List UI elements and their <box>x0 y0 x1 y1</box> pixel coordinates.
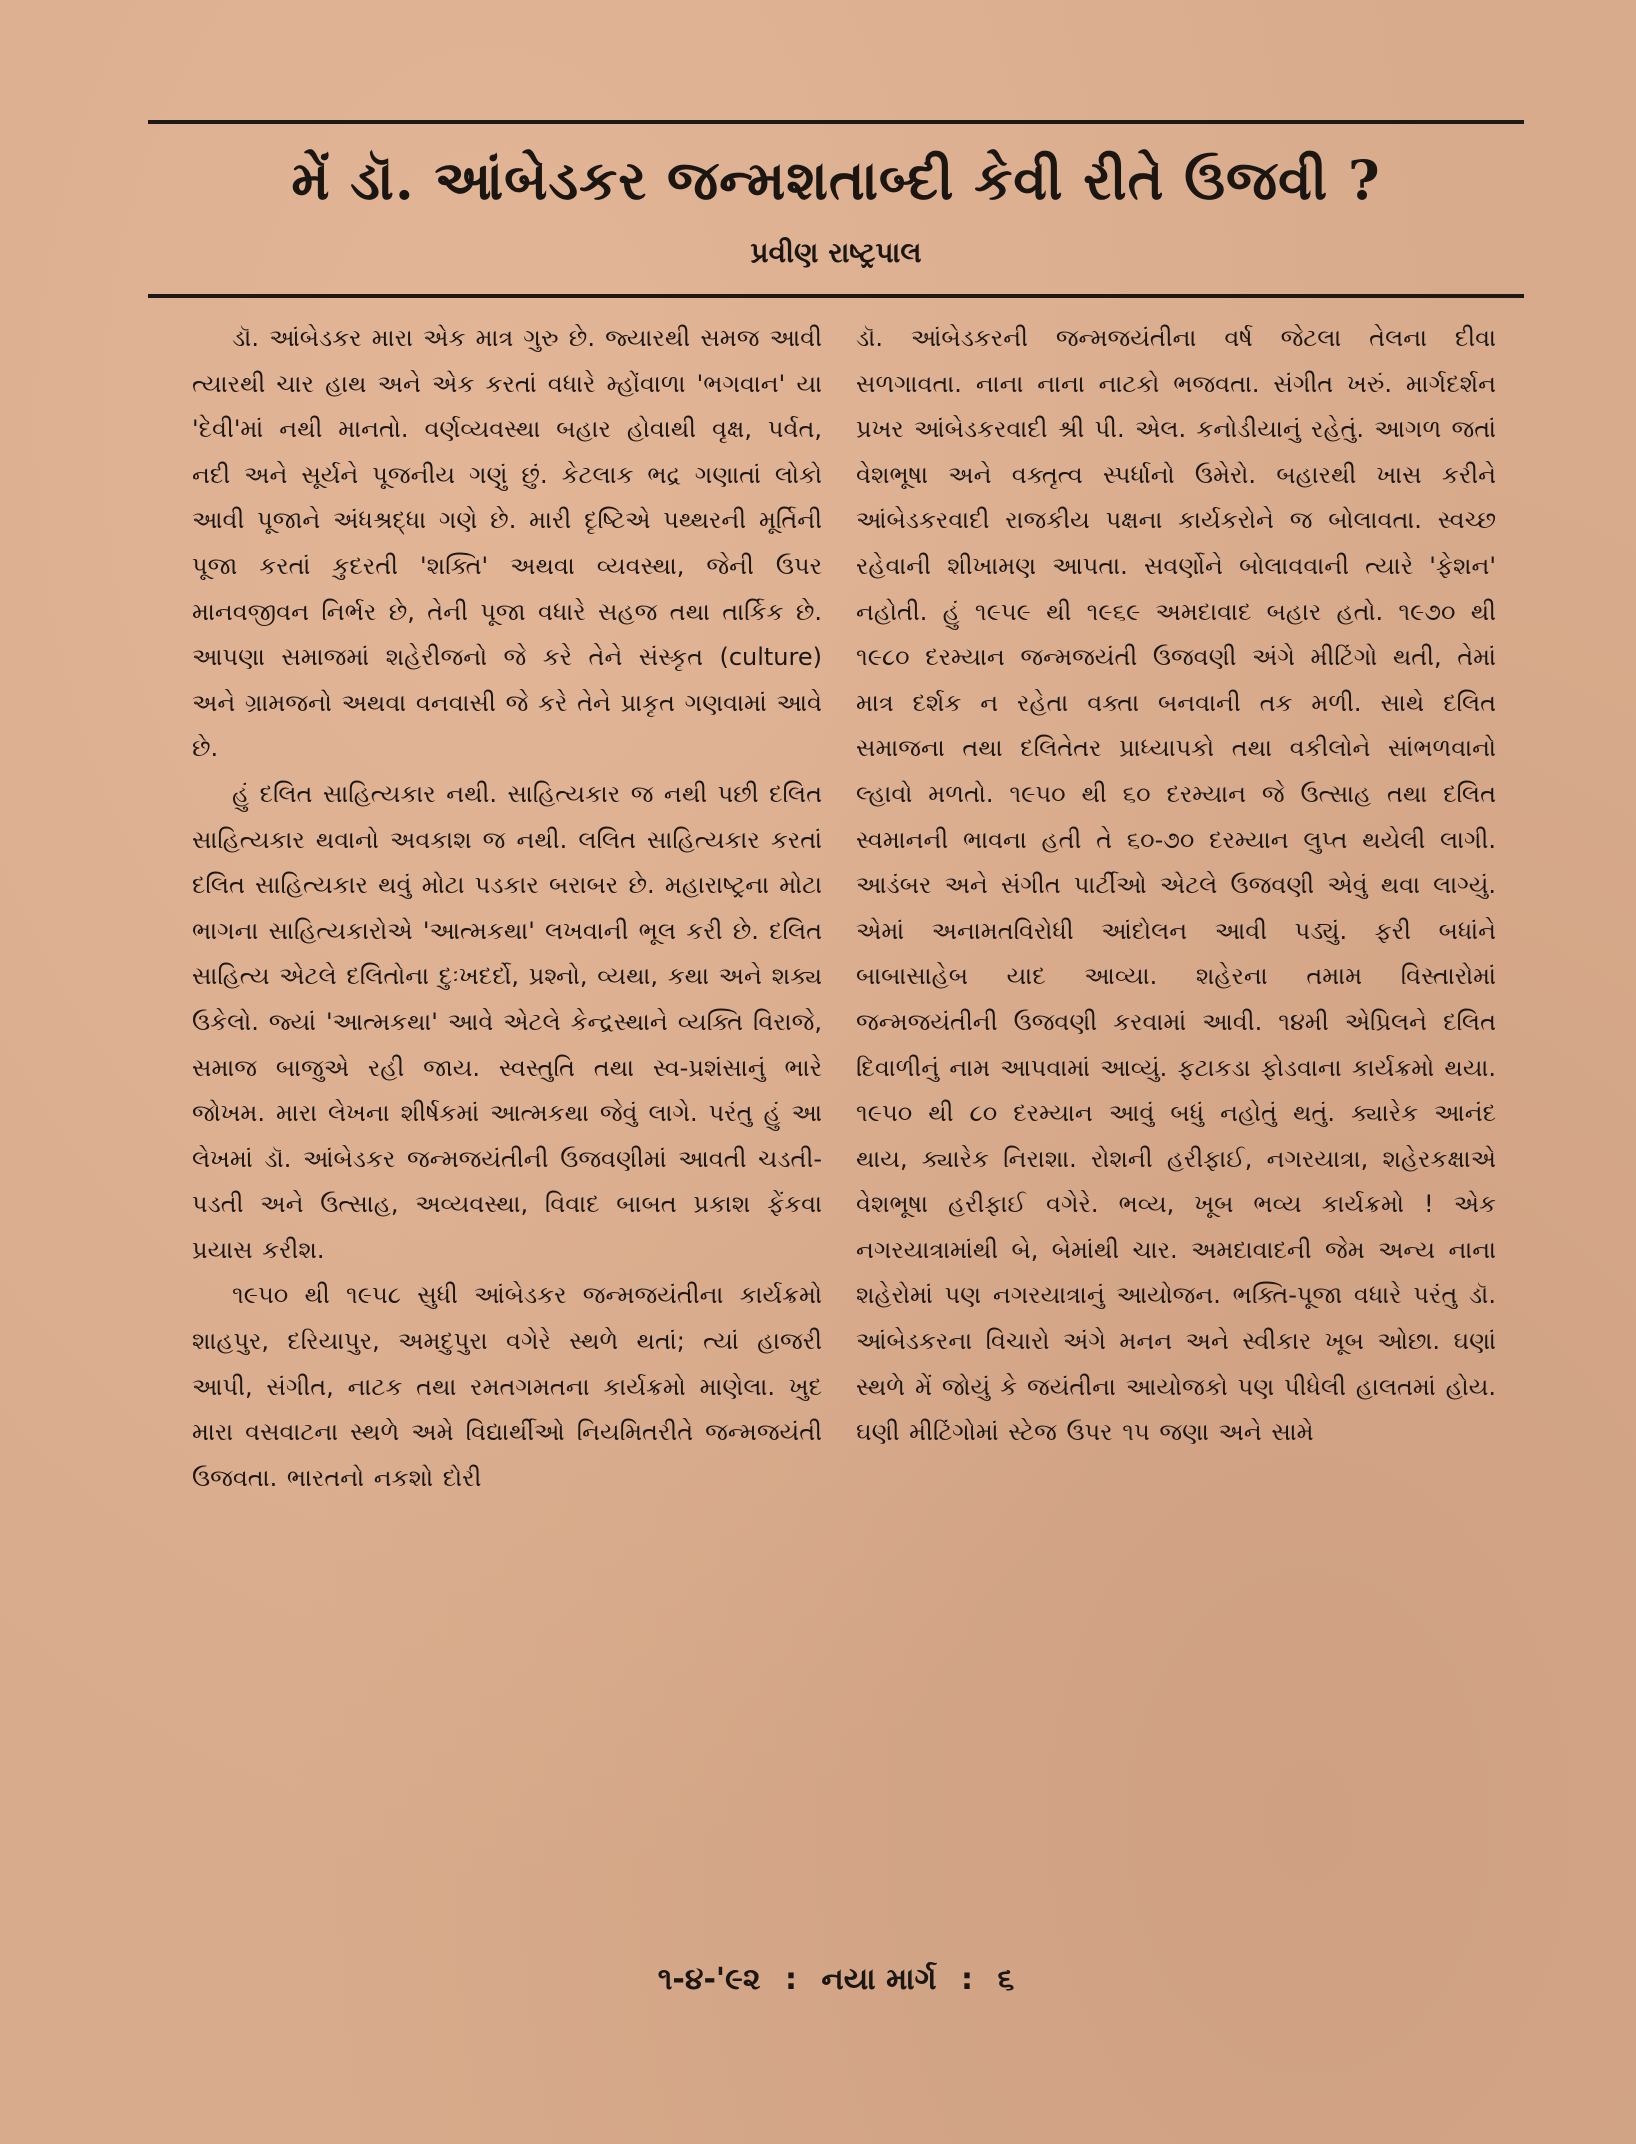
page-number: ૬ <box>997 1962 1015 1997</box>
paragraph: ડૉ. આંબેડકરની જન્મજયંતીના વર્ષ જેટલા તેલના દીવા સળગાવતા. નાના નાના નાટકો ભજવતા. સંગીત ખરું. માર્ગદર્શન પ્રખર આંબેડકરવાદી શ્રી પી. એલ. કનોડીયાનું રહેતું. આગળ જતાં વેશભૂષા અને વક્તૃત્વ સ્પર્ધાનો ઉમેરો. બહારથી ખાસ કરીને આંબેડકરવાદી રાજકીય પક્ષના કાર્યકરોને જ બોલાવતા. સ્વચ્છ રહેવાની શીખામણ આપતા. સવર્ણોને બોલાવવાની ત્યારે 'ફેશન' નહોતી. હું ૧૯૫૯ થી ૧૯૬૯ અમદાવાદ બહાર હતો. ૧૯૭૦ થી ૧૯૮૦ દરમ્યાન જન્મજયંતી ઉજવણી અંગે મીટિંગો થતી, તેમાં માત્ર દર્શક ન રહેતા વક્તા બનવાની તક મળી. સાથે દલિત સમાજના તથા દલિતેતર પ્રાધ્યાપકો તથા વકીલોને સાંભળવાનો લ્હાવો મળતો. ૧૯૫૦ થી ૬૦ દરમ્યાન જે ઉત્સાહ તથા દલિત સ્વમાનની ભાવના હતી તે ૬૦-૭૦ દરમ્યાન લુપ્ત થયેલી લાગી. આડંબર અને સંગીત પાર્ટીઓ એટલે ઉજવણી એવું થવા લાગ્યું. એમાં અનામતવિરોધી આંદોલન આવી પડ્યું. ફરી બધાંને બાબાસાહેબ યાદ આવ્યા. શહેરના તમામ વિસ્તારોમાં જન્મજયંતીની ઉજવણી કરવામાં આવી. ૧૪મી એપ્રિલને દલિત દિવાળીનું નામ આપવામાં આવ્યું. ફટાકડા ફોડવાના કાર્યક્રમો થયા. ૧૯૫૦ થી ૮૦ દરમ્યાન આવું બધું નહોતું થતું. ક્યારેક આનંદ થાય, ક્યારેક નિરાશા. રોશની હરીફાઈ, નગરયાત્રા, શહેરકક્ષાએ વેશભૂષા હરીફાઈ વગેરે. ભવ્ય, ખૂબ ભવ્ય કાર્યક્રમો ! એક નગરયાત્રામાંથી બે, બેમાંથી ચાર. અમદાવાદની જેમ અન્ય નાના શહેરોમાં પણ નગરયાત્રાનું આયોજન. ભક્તિ-પૂજા વધારે પરંતુ ડૉ. આંબેડકરના વિચારો અંગે મનન અને સ્વીકાર ખૂબ ઓછા. ઘણાં સ્થળે મેં જોયું કે જયંતીના આયોજકો પણ પીધેલી હાલતમાં હોય. ઘણી મીટિંગોમાં સ્ટેજ ઉપર ૧૫ જણા અને સામે <box>856 324 1496 1447</box>
paragraph: ૧૯૫૦ થી ૧૯૫૮ સુધી આંબેડકર જન્મજયંતીના કાર્યક્રમો શાહપુર, દરિયાપુર, અમદુપુરા વગેરે સ્થળે થતાં; ત્યાં હાજરી આપી, સંગીત, નાટક તથા રમતગમતના કાર્યક્રમો માણેલા. ખુદ મારા વસવાટના સ્થળે અમે વિદ્યાર્થીઓ નિયમિતરીતે જન્મજયંતી ઉજવતા. ભારતનો નકશો દોરી <box>192 1281 822 1492</box>
header-bottom-rule <box>148 294 1524 298</box>
right-column <box>856 316 1496 1936</box>
footer-date: ૧-૪-'૯૨ <box>657 1962 761 1997</box>
left-column <box>192 316 822 1936</box>
footer-separator: : <box>961 1962 973 1997</box>
article-author: પ્રવીણ રાષ્ટ્રપાલ <box>750 236 922 269</box>
footer-publication: નયા માર્ગ <box>821 1962 937 1997</box>
top-rule <box>148 120 1524 124</box>
footer-separator: : <box>784 1962 797 1997</box>
page-footer <box>148 1954 1524 2006</box>
paragraph: હું દલિત સાહિત્યકાર નથી. સાહિત્યકાર જ નથી પછી દલિત સાહિત્યકાર થવાનો અવકાશ જ નથી. લલિત સાહિત્યકાર કરતાં દલિત સાહિત્યકાર થવું મોટા પડકાર બરાબર છે. મહારાષ્ટ્રના મોટા ભાગના સાહિત્યકારોએ 'આત્મકથા' લખવાની ભૂલ કરી છે. દલિત સાહિત્ય એટલે દલિતોના દુઃખદર્દો, પ્રશ્નો, વ્યથા, કથા અને શક્ય ઉકેલો. જ્યાં 'આત્મકથા' આવે એટલે કેન્દ્રસ્થાને વ્યક્તિ વિરાજે, સમાજ બાજુએ રહી જાય. સ્વસ્તુતિ તથા સ્વ-પ્રશંસાનું ભારે જોખમ. મારા લેખના શીર્ષકમાં આત્મકથા જેવું લાગે. પરંતુ હું આ લેખમાં ડૉ. આંબેડકર જન્મજયંતીની ઉજવણીમાં આવતી ચડતી-પડતી અને ઉત્સાહ, અવ્યવસ્થા, વિવાદ બાબત પ્રકાશ ફેંકવા પ્રયાસ કરીશ. <box>192 779 822 1264</box>
paragraph: ડૉ. આંબેડકર મારા એક માત્ર ગુરુ છે. જ્યારથી સમજ આવી ત્યારથી ચાર હાથ અને એક કરતાં વધારે મ્હોંવાળા 'ભગવાન' યા 'દેવી'માં નથી માનતો. વર્ણવ્યવસ્થા બહાર હોવાથી વૃક્ષ, પર્વત, નદી અને સૂર્યને પૂજનીય ગણું છું. કેટલાક ભદ્ર ગણાતાં લોકો આવી પૂજાને અંધશ્રદ્ધા ગણે છે. મારી દૃષ્ટિએ પથ્થરની મૂર્તિની પૂજા કરતાં કુદરતી 'શક્તિ' અથવા વ્યવસ્થા, જેની ઉપર માનવજીવન નિર્ભર છે, તેની પૂજા વધારે સહજ તથા તાર્કિક છે. આપણા સમાજમાં શહેરીજનો જે કરે તેને સંસ્કૃત (culture) અને ગ્રામજનો અથવા વનવાસી જે કરે તેને પ્રાકૃત ગણવામાં આવે છે. <box>192 324 822 763</box>
article-title: મેં ડૉ. આંબેડકર જન્મશતાબ્દી કેવી રીતે ઉજવી ? <box>291 148 1381 212</box>
